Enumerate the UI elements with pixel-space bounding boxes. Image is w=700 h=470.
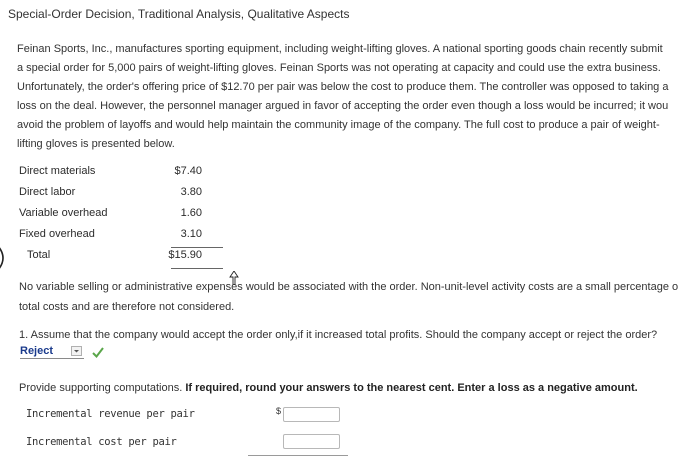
checkmark-icon (92, 347, 104, 358)
instructions-text: Provide supporting computations. (19, 382, 186, 394)
paragraph-line: lifting gloves is presented below. (17, 138, 175, 150)
incremental-cost-label: Incremental cost per pair (26, 436, 177, 448)
cost-label: Fixed overhead (19, 228, 95, 240)
instructions-bold-text: If required, round your answers to the nearest cent. Enter a loss as a negative amount. (185, 382, 638, 394)
result-rule (248, 455, 348, 456)
note-line: total costs and are therefore not considered. (19, 301, 235, 313)
incremental-revenue-label: Incremental revenue per pair (26, 408, 195, 420)
paragraph-line: avoid the problem of layoffs and would help maintain the community image of the company. The full cost to produce a pair of weight- (17, 119, 660, 131)
subtotal-rule (171, 247, 223, 248)
selected-value: Reject (20, 345, 54, 357)
dropdown-arrow-icon[interactable] (71, 346, 82, 356)
paragraph-line: a special order for 5,000 pairs of weight-lifting gloves. Feinan Sports was not operating at capacity and could use the extra business. (17, 62, 661, 74)
incremental-revenue-input[interactable] (283, 407, 340, 422)
currency-symbol: $ (276, 406, 282, 416)
cost-value: 3.80 (180, 186, 202, 198)
accept-reject-select[interactable] (20, 345, 84, 359)
cost-label: Direct materials (19, 165, 96, 177)
cost-value: 3.10 (180, 228, 202, 240)
cost-row-direct-labor (19, 186, 214, 207)
total-rule (171, 268, 223, 269)
cost-row-fixed-overhead (19, 228, 214, 249)
cost-value: $7.40 (174, 165, 202, 177)
paragraph-line: Unfortunately, the order's offering price of $12.70 per pair was below the cost to produce them. The controller was opposed to taking a (17, 81, 669, 93)
page-title: Special-Order Decision, Traditional Analysis, Qualitative Aspects (8, 7, 350, 21)
note-text (19, 277, 700, 317)
note-line: No variable selling or administrative expenses would be associated with the order. Non-unit-level activity costs are a small percentage o (19, 281, 679, 293)
cost-value: 1.60 (180, 207, 202, 219)
paragraph-line: Feinan Sports, Inc., manufactures sporting equipment, including weight-lifting gloves. A national sporting goods chain recently submit (17, 43, 663, 55)
panel-edge-icon (0, 244, 10, 272)
problem-description (17, 40, 700, 154)
cost-label: Variable overhead (19, 207, 108, 219)
cost-label: Direct labor (19, 186, 76, 198)
cost-row-total (19, 249, 214, 270)
cost-table (19, 165, 214, 270)
cost-value: $15.90 (168, 249, 202, 261)
incremental-cost-input[interactable] (283, 434, 340, 449)
question-1-text: 1. Assume that the company would accept the order only,if it increased total profits. Should the company accept or reject the order? (19, 329, 658, 341)
cost-row-variable-overhead (19, 207, 214, 228)
cost-label: Total (27, 249, 51, 261)
cost-row-direct-materials (19, 165, 214, 186)
paragraph-line: loss on the deal. However, the personnel manager argued in favor of accepting the order even though a loss would be incurred; it wou (17, 100, 669, 112)
answer-row (20, 345, 104, 359)
instructions (19, 382, 638, 394)
